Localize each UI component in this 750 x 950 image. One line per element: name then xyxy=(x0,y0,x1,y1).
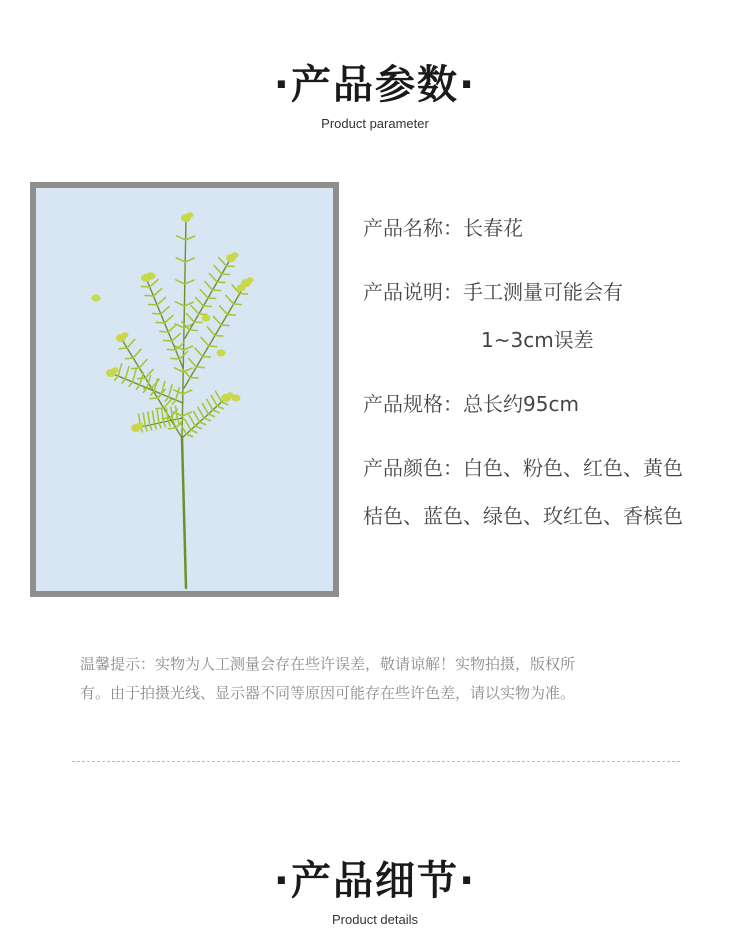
product-parameter-header xyxy=(0,62,750,131)
dashed-divider xyxy=(72,761,680,762)
spec-color-label: 产品颜色： xyxy=(363,456,463,480)
notice-text xyxy=(80,650,680,708)
section-title-zh: ·产品参数· xyxy=(273,62,477,108)
notice-line-2: 有。由于拍摄光线、显示器不同等原因可能存在些许色差，请以实物为准。 xyxy=(80,684,576,702)
spec-desc-label: 产品说明： xyxy=(363,280,463,304)
product-photo xyxy=(36,188,333,591)
section-title-en: Product parameter xyxy=(321,116,429,131)
spec-desc-value: 手工测量可能会有 xyxy=(463,280,623,304)
section-title-zh: ·产品细节· xyxy=(273,858,477,904)
spec-desc-row xyxy=(363,276,623,305)
product-photo-frame xyxy=(30,182,339,597)
spec-size-label: 产品规格： xyxy=(363,392,463,416)
spec-name-label: 产品名称： xyxy=(363,216,463,240)
spec-color-value-cont: 桔色、蓝色、绿色、玫红色、香槟色 xyxy=(363,504,683,528)
spec-desc-value-cont: 1~3cm误差 xyxy=(481,328,594,352)
flower-stem-illustration xyxy=(36,188,333,591)
spec-color-row xyxy=(363,452,683,481)
section-title-en: Product details xyxy=(332,912,418,927)
spec-size-value: 总长约95cm xyxy=(463,392,579,416)
product-details-header xyxy=(0,858,750,927)
spec-name-value: 长春花 xyxy=(463,216,523,240)
spec-size-row xyxy=(363,388,579,417)
notice-line-1: 温馨提示：实物为人工测量会存在些许误差，敬请谅解！实物拍摄，版权所 xyxy=(80,655,576,673)
spec-color-value: 白色、粉色、红色、黄色 xyxy=(463,456,683,480)
spec-name-row xyxy=(363,212,523,241)
